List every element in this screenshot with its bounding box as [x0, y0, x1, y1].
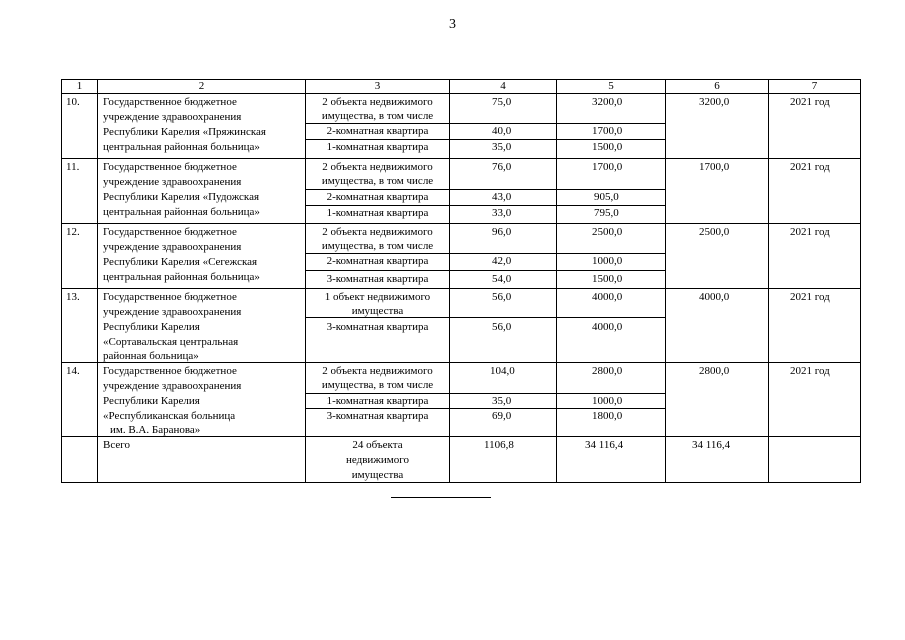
- sub-object-name: 3-комнатная квартира: [326, 321, 429, 333]
- sub-object-cost: 1000,0: [592, 395, 623, 407]
- row-number: 13.: [66, 291, 80, 303]
- organization-line: Государственное бюджетное: [103, 365, 237, 377]
- total-cost-value: 34 116,4: [585, 439, 624, 451]
- organization-line: Государственное бюджетное: [103, 161, 237, 173]
- sub-object-name: 1-комнатная квартира: [326, 395, 429, 407]
- sub-object-name: 1-комнатная квартира: [326, 207, 429, 219]
- table-divider-col1: [97, 79, 98, 483]
- year-value: 2021 год: [790, 291, 830, 303]
- objects-line: 2 объекта недвижимого: [322, 96, 433, 108]
- objects-line: 1 объект недвижимого: [324, 291, 431, 303]
- objects-line: имущества: [351, 305, 404, 317]
- total-value: 4000,0: [699, 291, 730, 303]
- column-header: 5: [608, 80, 614, 92]
- cost-value: 2500,0: [592, 226, 623, 238]
- row-number: 11.: [66, 161, 80, 173]
- objects-line: 2 объекта недвижимого: [322, 365, 433, 377]
- organization-line: Республики Карелия: [103, 395, 200, 407]
- total-sum-value: 34 116,4: [692, 439, 731, 451]
- table-divider-col6: [768, 79, 769, 483]
- total-value: 3200,0: [699, 96, 730, 108]
- sub-object-area: 42,0: [492, 255, 512, 267]
- sub-object-name: 2-комнатная квартира: [326, 125, 429, 137]
- row-border: [61, 158, 861, 159]
- sub-object-cost: 905,0: [594, 191, 619, 203]
- header-row-border: [61, 93, 861, 94]
- organization-line: Государственное бюджетное: [103, 96, 237, 108]
- sub-object-name: 3-комнатная квартира: [326, 273, 429, 285]
- objects-line: имущества, в том числе: [321, 379, 434, 391]
- sub-object-name: 1-комнатная квартира: [326, 141, 429, 153]
- cost-value: 2800,0: [592, 365, 623, 377]
- sub-object-area: 43,0: [492, 191, 512, 203]
- sub-object-cost: 1500,0: [592, 141, 623, 153]
- table-border-left: [61, 79, 62, 483]
- sub-object-cost: 1700,0: [592, 125, 623, 137]
- page-number: 3: [449, 17, 456, 32]
- sub-object-name: 2-комнатная квартира: [326, 255, 429, 267]
- year-value: 2021 год: [790, 365, 830, 377]
- cost-value: 4000,0: [592, 291, 623, 303]
- sub-object-cost: 795,0: [594, 207, 619, 219]
- subrow-border: [305, 270, 666, 271]
- column-header: 3: [374, 80, 381, 92]
- organization-line: Республики Карелия «Пудожская: [103, 191, 260, 203]
- total-label: Всего: [103, 439, 130, 451]
- organization-line: учреждение здравоохранения: [103, 306, 242, 318]
- organization-line: учреждение здравоохранения: [103, 241, 242, 253]
- objects-line: 2 объекта недвижимого: [322, 226, 433, 238]
- sub-object-area: 56,0: [492, 321, 512, 333]
- organization-line: Государственное бюджетное: [103, 226, 237, 238]
- area-value: 75,0: [492, 96, 512, 108]
- sub-object-area: 69,0: [492, 410, 512, 422]
- column-header: 4: [500, 80, 506, 92]
- organization-line: центральная районная больница»: [103, 271, 260, 283]
- cost-value: 3200,0: [592, 96, 623, 108]
- area-value: 104,0: [490, 365, 515, 377]
- row-number: 14.: [66, 365, 80, 377]
- organization-line: Республики Карелия: [103, 321, 200, 333]
- column-header: 2: [198, 80, 205, 92]
- organization-line: центральная районная больница»: [103, 206, 260, 218]
- total-value: 1700,0: [699, 161, 730, 173]
- sub-object-area: 35,0: [492, 141, 512, 153]
- organization-line: учреждение здравоохранения: [103, 176, 242, 188]
- sub-object-area: 35,0: [492, 395, 512, 407]
- organization-line: учреждение здравоохранения: [103, 111, 242, 123]
- organization-line: Республики Карелия «Сегежская: [103, 256, 258, 268]
- total-value: 2500,0: [699, 226, 730, 238]
- year-value: 2021 год: [790, 161, 830, 173]
- sub-object-name: 3-комнатная квартира: [326, 410, 429, 422]
- end-divider-line: [391, 497, 491, 498]
- column-header: 7: [811, 80, 818, 92]
- organization-line: «Сортавальская центральная: [103, 336, 239, 348]
- column-header: 1: [76, 80, 83, 92]
- row-border: [61, 288, 861, 289]
- cost-value: 1700,0: [592, 161, 623, 173]
- row-number: 12.: [66, 226, 80, 238]
- organization-line: учреждение здравоохранения: [103, 380, 242, 392]
- area-value: 76,0: [492, 161, 512, 173]
- area-value: 96,0: [492, 226, 512, 238]
- organization-line: Республики Карелия «Пряжинская: [103, 126, 266, 138]
- total-objects-line: недвижимого: [346, 454, 409, 466]
- table-border-right: [860, 79, 861, 483]
- sub-object-cost: 1800,0: [592, 410, 623, 422]
- column-header: 6: [714, 80, 720, 92]
- sub-object-cost: 1500,0: [592, 273, 623, 285]
- organization-line: Государственное бюджетное: [103, 291, 237, 303]
- sub-object-area: 54,0: [492, 273, 512, 285]
- total-objects-line: имущества: [351, 469, 404, 481]
- organization-line: центральная районная больница»: [103, 141, 260, 153]
- sub-object-cost: 4000,0: [592, 321, 623, 333]
- organization-line: «Республиканская больница: [103, 410, 236, 422]
- year-value: 2021 год: [790, 226, 830, 238]
- organization-line: им. В.А. Баранова»: [110, 424, 201, 436]
- organization-line: районная больница»: [103, 350, 199, 362]
- sub-object-name: 2-комнатная квартира: [326, 191, 429, 203]
- total-area-value: 1106,8: [484, 439, 514, 451]
- objects-line: имущества, в том числе: [321, 110, 434, 122]
- total-objects-line: 24 объекта: [352, 439, 403, 451]
- sub-object-cost: 1000,0: [592, 255, 623, 267]
- area-value: 56,0: [492, 291, 512, 303]
- table-border-bottom: [61, 482, 861, 483]
- sub-object-area: 40,0: [492, 125, 512, 137]
- row-number: 10.: [66, 96, 80, 108]
- sub-object-area: 33,0: [492, 207, 512, 219]
- objects-line: имущества, в том числе: [321, 175, 434, 187]
- objects-line: имущества, в том числе: [321, 240, 434, 252]
- year-value: 2021 год: [790, 96, 830, 108]
- row-border: [61, 223, 861, 224]
- objects-line: 2 объекта недвижимого: [322, 161, 433, 173]
- total-value: 2800,0: [699, 365, 730, 377]
